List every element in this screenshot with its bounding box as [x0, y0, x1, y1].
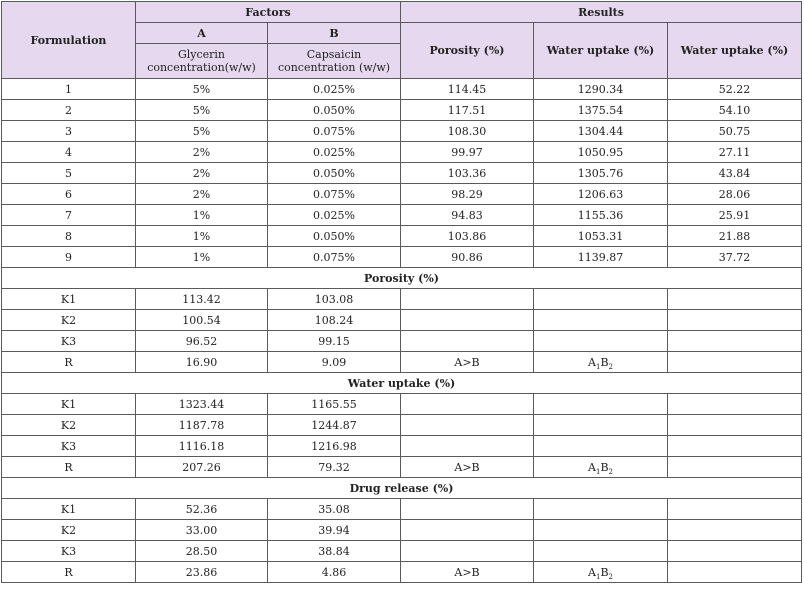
factor-b-mean: 1216.98 [268, 436, 401, 457]
optimal-combination [534, 499, 668, 520]
result3-value: 28.06 [668, 184, 802, 205]
formulation-id: 9 [2, 247, 136, 268]
analysis-label: K1 [2, 394, 136, 415]
factor-b-mean: 38.84 [268, 541, 401, 562]
result3-value: 27.11 [668, 142, 802, 163]
result3-value: 25.91 [668, 205, 802, 226]
glycerin-value: 5% [136, 100, 268, 121]
analysis-label: K1 [2, 289, 136, 310]
optimal-combination [534, 520, 668, 541]
result3-value: 50.75 [668, 121, 802, 142]
empty-cell [668, 436, 802, 457]
optimal-combination [534, 331, 668, 352]
empty-cell [668, 289, 802, 310]
analysis-row [2, 331, 802, 352]
optimal-combination [534, 310, 668, 331]
formulation-id: 7 [2, 205, 136, 226]
empty-cell [668, 415, 802, 436]
table-row [2, 247, 802, 268]
analysis-row [2, 352, 802, 373]
table-row [2, 205, 802, 226]
analysis-row [2, 394, 802, 415]
water-uptake-value: 1304.44 [534, 121, 668, 142]
formulation-header: Formulation [2, 2, 136, 79]
porosity-value: 90.86 [401, 247, 534, 268]
factor-a-mean: 100.54 [136, 310, 268, 331]
optimal-combination: $A_1B_2$ [534, 457, 668, 478]
formulation-id: 6 [2, 184, 136, 205]
factor-a-mean: 23.86 [136, 562, 268, 583]
empty-cell [668, 457, 802, 478]
orthogonal-design-table [1, 1, 802, 583]
optimal-combination [534, 436, 668, 457]
analysis-label: K2 [2, 415, 136, 436]
factor-a-mean: 52.36 [136, 499, 268, 520]
porosity-value: 99.97 [401, 142, 534, 163]
factor-a-mean: 1187.78 [136, 415, 268, 436]
factor-a-mean: 33.00 [136, 520, 268, 541]
analysis-label: R [2, 562, 136, 583]
optimal-combination [534, 394, 668, 415]
water-uptake-value: 1050.95 [534, 142, 668, 163]
factor-order [401, 331, 534, 352]
factor-b-mean: 103.08 [268, 289, 401, 310]
factor-b-mean: 108.24 [268, 310, 401, 331]
glycerin-value: 1% [136, 205, 268, 226]
capsaicin-value: 0.050% [268, 226, 401, 247]
factor-order: A>B [401, 457, 534, 478]
analysis-row [2, 541, 802, 562]
factor-a-mean: 1116.18 [136, 436, 268, 457]
analysis-label: K3 [2, 331, 136, 352]
optimal-combination: $A_1B_2$ [534, 352, 668, 373]
water-uptake-header-2: Water uptake (%) [668, 23, 802, 79]
glycerin-value: 1% [136, 226, 268, 247]
factor-a-mean: 1323.44 [136, 394, 268, 415]
analysis-label: K3 [2, 436, 136, 457]
table-row [2, 226, 802, 247]
empty-cell [668, 394, 802, 415]
glycerin-value: 5% [136, 121, 268, 142]
factor-a-mean: 96.52 [136, 331, 268, 352]
factor-a-mean: 16.90 [136, 352, 268, 373]
factor-b-mean: 79.32 [268, 457, 401, 478]
factor-order [401, 289, 534, 310]
water-uptake-value: 1290.34 [534, 79, 668, 100]
empty-cell [668, 499, 802, 520]
factor-order [401, 394, 534, 415]
analysis-row [2, 310, 802, 331]
glycerin-value: 2% [136, 184, 268, 205]
section-header-row [2, 373, 802, 394]
section-title: Drug release (%) [2, 478, 802, 499]
water-uptake-value: 1305.76 [534, 163, 668, 184]
empty-cell [668, 541, 802, 562]
factor-b-mean: 39.94 [268, 520, 401, 541]
factor-b-header: B [268, 23, 401, 44]
table-row [2, 121, 802, 142]
factor-b-mean: 99.15 [268, 331, 401, 352]
analysis-row [2, 415, 802, 436]
porosity-value: 108.30 [401, 121, 534, 142]
empty-cell [668, 520, 802, 541]
factor-a-name: Glycerin concentration(w/w) [136, 44, 268, 79]
capsaicin-value: 0.050% [268, 100, 401, 121]
analysis-row [2, 520, 802, 541]
glycerin-value: 2% [136, 142, 268, 163]
porosity-value: 98.29 [401, 184, 534, 205]
result3-value: 43.84 [668, 163, 802, 184]
factor-order [401, 436, 534, 457]
result3-value: 37.72 [668, 247, 802, 268]
capsaicin-value: 0.075% [268, 247, 401, 268]
factors-header: Factors [136, 2, 401, 23]
factor-b-mean: 1165.55 [268, 394, 401, 415]
factor-a-mean: 113.42 [136, 289, 268, 310]
result3-value: 54.10 [668, 100, 802, 121]
porosity-value: 103.86 [401, 226, 534, 247]
table-body [2, 79, 802, 583]
analysis-label: K1 [2, 499, 136, 520]
factor-order [401, 499, 534, 520]
factor-b-mean: 4.86 [268, 562, 401, 583]
factor-order: A>B [401, 562, 534, 583]
porosity-value: 114.45 [401, 79, 534, 100]
analysis-row [2, 289, 802, 310]
water-uptake-value: 1053.31 [534, 226, 668, 247]
table-row [2, 184, 802, 205]
water-uptake-value: 1206.63 [534, 184, 668, 205]
formulation-id: 1 [2, 79, 136, 100]
water-uptake-value: 1155.36 [534, 205, 668, 226]
result3-value: 52.22 [668, 79, 802, 100]
optimal-combination [534, 289, 668, 310]
factor-a-mean: 207.26 [136, 457, 268, 478]
analysis-row [2, 499, 802, 520]
glycerin-value: 1% [136, 247, 268, 268]
analysis-row [2, 457, 802, 478]
factor-a-mean: 28.50 [136, 541, 268, 562]
water-uptake-value: 1375.54 [534, 100, 668, 121]
water-uptake-value: 1139.87 [534, 247, 668, 268]
analysis-label: K3 [2, 541, 136, 562]
capsaicin-value: 0.025% [268, 79, 401, 100]
section-header-row [2, 478, 802, 499]
section-title: Water uptake (%) [2, 373, 802, 394]
analysis-row [2, 436, 802, 457]
optimal-combination: $A_1B_2$ [534, 562, 668, 583]
water-uptake-header: Water uptake (%) [534, 23, 668, 79]
table-row [2, 142, 802, 163]
optimal-combination [534, 541, 668, 562]
analysis-label: K2 [2, 310, 136, 331]
factor-order: A>B [401, 352, 534, 373]
formulation-id: 4 [2, 142, 136, 163]
formulation-id: 3 [2, 121, 136, 142]
porosity-value: 117.51 [401, 100, 534, 121]
capsaicin-value: 0.050% [268, 163, 401, 184]
section-title: Porosity (%) [2, 268, 802, 289]
capsaicin-value: 0.075% [268, 121, 401, 142]
empty-cell [668, 352, 802, 373]
empty-cell [668, 310, 802, 331]
results-header: Results [401, 2, 802, 23]
optimal-combination [534, 415, 668, 436]
porosity-value: 94.83 [401, 205, 534, 226]
factor-b-mean: 9.09 [268, 352, 401, 373]
factor-b-mean: 35.08 [268, 499, 401, 520]
capsaicin-value: 0.025% [268, 205, 401, 226]
factor-order [401, 310, 534, 331]
glycerin-value: 5% [136, 79, 268, 100]
formulation-id: 8 [2, 226, 136, 247]
formulation-id: 2 [2, 100, 136, 121]
analysis-row [2, 562, 802, 583]
analysis-label: R [2, 352, 136, 373]
factor-a-header: A [136, 23, 268, 44]
table-row [2, 163, 802, 184]
factor-b-mean: 1244.87 [268, 415, 401, 436]
porosity-header: Porosity (%) [401, 23, 534, 79]
analysis-label: K2 [2, 520, 136, 541]
section-header-row [2, 268, 802, 289]
formulation-id: 5 [2, 163, 136, 184]
result3-value: 21.88 [668, 226, 802, 247]
glycerin-value: 2% [136, 163, 268, 184]
factor-order [401, 541, 534, 562]
factor-order [401, 520, 534, 541]
empty-cell [668, 562, 802, 583]
factor-b-name: Capsaicin concentration (w/w) [268, 44, 401, 79]
capsaicin-value: 0.025% [268, 142, 401, 163]
porosity-value: 103.36 [401, 163, 534, 184]
empty-cell [668, 331, 802, 352]
table-row [2, 79, 802, 100]
analysis-label: R [2, 457, 136, 478]
capsaicin-value: 0.075% [268, 184, 401, 205]
table-row [2, 100, 802, 121]
factor-order [401, 415, 534, 436]
